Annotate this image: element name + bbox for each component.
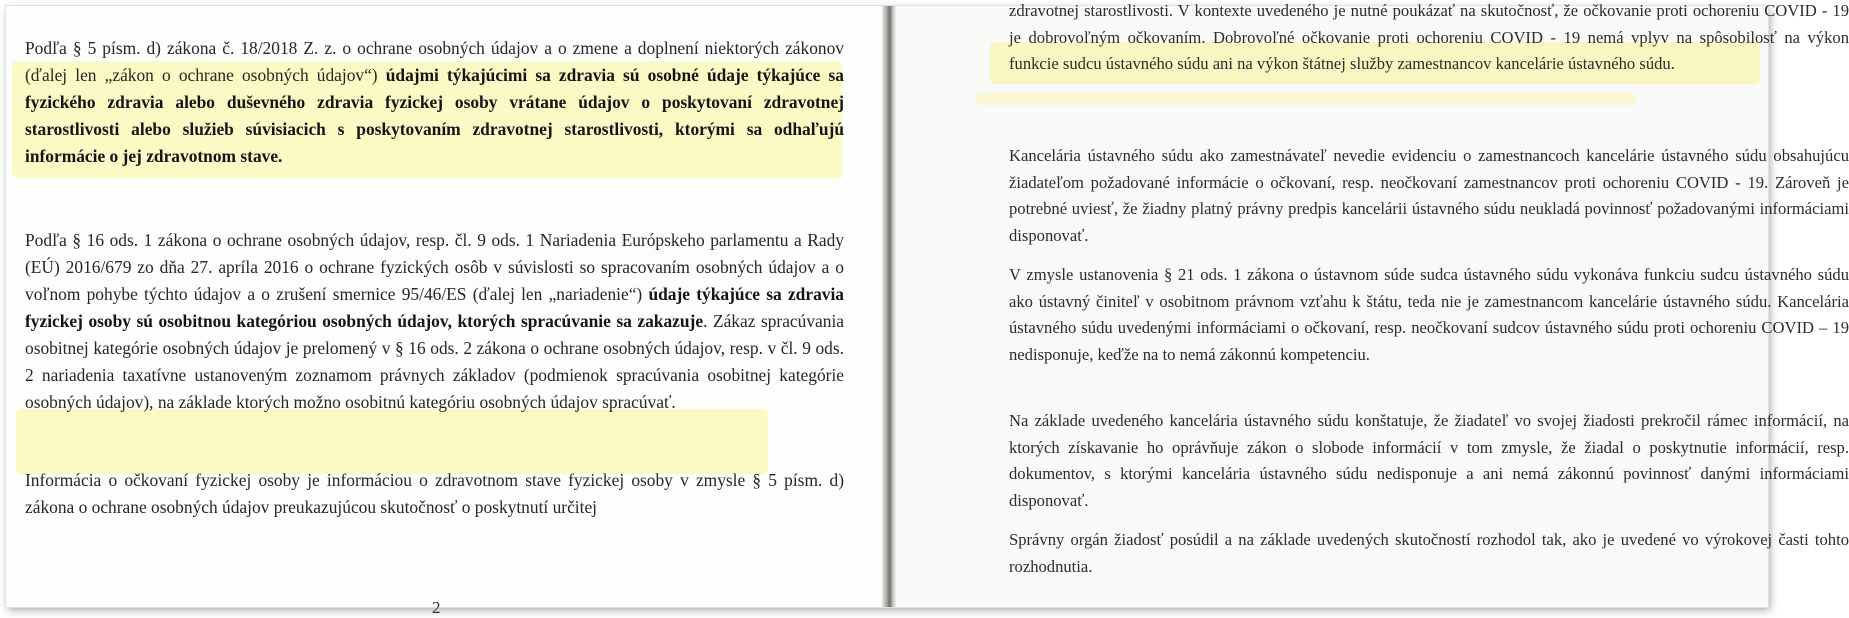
paragraph-employer-records: Kancelária ústavného súdu ako zamestnávateľ nevedie evidenciu o zamestnancoch kancelárie ústavného súdu obsahujúcu žiadateľom požadované informácie o očkovaní, resp. neočkovaní zamestnancov proti ochoreniu COVID - 19. Zároveň je potrebné uviesť, že žiadny platný právny predpis kancelárii ústavného súdu neukladá povinnosť požadovanými informáciami disponovať.: [1009, 146, 1849, 245]
paragraph-text: Podľa § 5 písm. d) zákona č. 18/2018 Z. z. o ochrane osobných údajov a o zmene a doplnení niektorých zákonov (ďalej len „zákon o ochrane osobných údajov“): [25, 38, 844, 85]
paragraph-bold-text: údajmi týkajúcimi sa zdravia sú osobné údaje týkajúce sa fyzického zdravia alebo duševného zdravia fyzickej osoby vrátane údajov o poskytovaní zdravotnej starostlivosti alebo služieb súvisiacich s poskytovaním zdravotnej starostlivosti, ktorými sa odhaľujú informácie o jej zdravotnom stave.: [25, 65, 844, 166]
paragraph-conclusion: Na základe uvedeného kancelária ústavného súdu konštatuje, že žiadateľ vo svojej žiadosti prekročil rámec informácií, na ktorých získavanie ho oprávňuje zákon o slobode informácií v tom zmysle, že žiadal o poskytnutie informácií, resp. dokumentov, s ktorými kancelária ústavného súdu nedisponuje a ani nemá zákonnú povinnosť danými informáciami disponovať.: [1009, 411, 1849, 510]
paragraph-health-data-definition: [25, 35, 844, 170]
paragraph-text: . Zákaz spracúvania osobitnej kategórie osobných údajov je prelomený v § 16 ods. 2 zákona o ochrane osobných údajov, resp. v čl. 9 ods. 2 nariadenia taxatívne ustanoveným zoznamom právnych základov (podmienok spracúvania osobitnej kategórie osobných údajov), na základe ktorých možno osobitnú kategóriu osobných údajov spracúvať.: [25, 311, 844, 412]
paragraph-special-category: [25, 227, 844, 416]
left-page: [6, 6, 890, 617]
page-number: 2: [432, 598, 441, 617]
paragraph-vaccination-info: Informácia o očkovaní fyzickej osoby je informáciou o zdravotnom stave fyzickej osoby v zmysle § 5 písm. d) zákona o ochrane osobných údajov preukazujúcou skutočnosť o poskytnutí určitej: [25, 470, 844, 517]
right-page: [890, 1, 1849, 607]
paragraph-bold-text: údaje týkajúce sa zdravia fyzickej osoby sú osobitnou kategóriou osobných údajov, ktorých spracúvanie sa zakazuje: [25, 284, 844, 331]
paragraph-decision: Správny orgán žiadosť posúdil a na základe uvedených skutočností rozhodol tak, ako je uvedené vo výrokovej časti tohto rozhodnutia.: [1009, 530, 1849, 576]
paragraph-voluntary-vaccination: zdravotnej starostlivosti. V kontexte uvedeného je nutné poukázať na skutočnosť, že očkovanie proti ochoreniu COVID - 19 je dobrovoľným očkovaním. Dobrovoľné očkovanie proti ochoreniu COVID - 19 nemá vplyv na spôsobilosť na výkon funkcie sudcu ústavného súdu ani na výkon štátnej služby zamestnancov kancelárie ústavného súdu.: [1009, 1, 1849, 73]
highlight-right-mark: [976, 93, 1636, 105]
highlight-left-conclusion: [16, 409, 768, 474]
paragraph-text: Podľa § 16 ods. 1 zákona o ochrane osobných údajov, resp. čl. 9 ods. 1 Nariadenia Európskeho parlamentu a Rady (EÚ) 2016/679 zo dňa 27. apríla 2016 o ochrane fyzických osôb v súvislosti so spracovaním osobných údajov a o voľnom pohybe týchto údajov a o zrušení smernice 95/46/ES (ďalej len „nariadenie“): [25, 230, 844, 304]
book-spine: [882, 6, 896, 607]
paragraph-judge-status: V zmysle ustanovenia § 21 ods. 1 zákona o ústavnom súde sudca ústavného súdu vykonáva funkciu sudcu ústavného súdu ako ústavný činiteľ v osobitnom právnom vzťahu k štátu, teda nie je zamestnancom kancelárie ústavného súdu. Kancelária ústavného súdu uvedenými informáciami o očkovaní, resp. neočkovaní sudcov ústavného súdu proti ochoreniu COVID – 19 nedisponuje, keďže na to nemá zákonnú kompetenciu.: [1009, 265, 1849, 364]
